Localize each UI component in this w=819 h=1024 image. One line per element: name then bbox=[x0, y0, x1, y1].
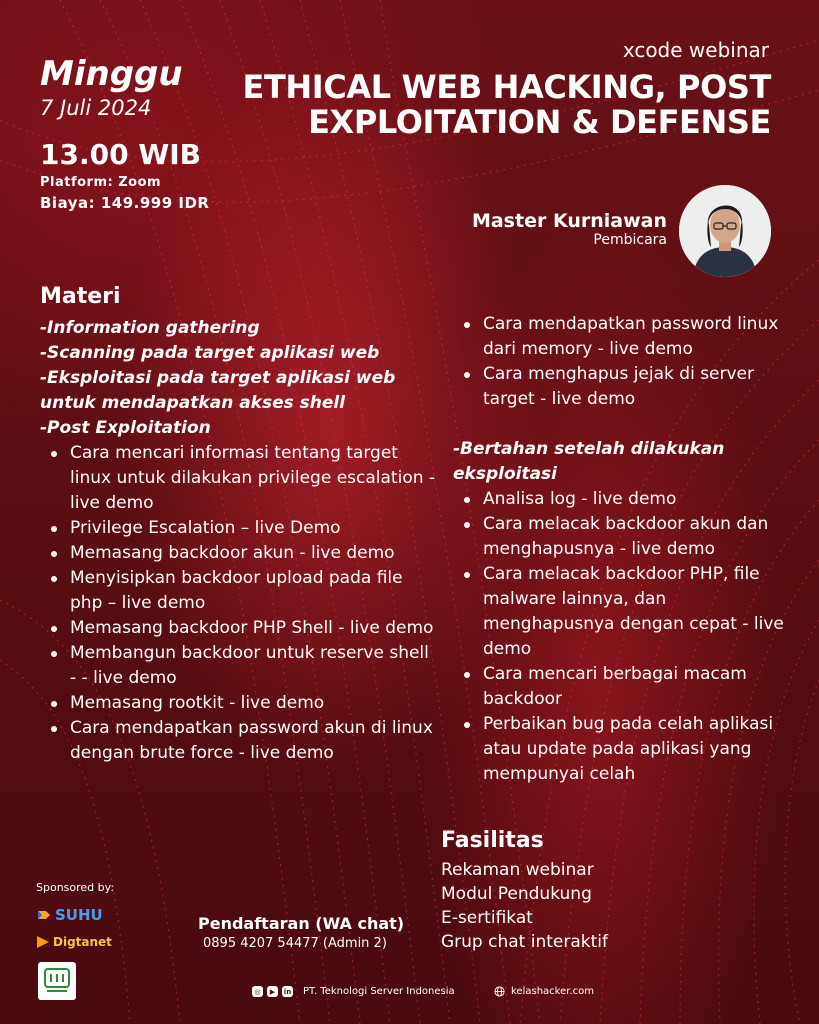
list-item: Memasang backdoor PHP Shell - live demo bbox=[70, 616, 440, 641]
fasilitas-list bbox=[441, 858, 608, 954]
jmlwrplst-logo-icon bbox=[42, 966, 72, 996]
list-item: Cara mencari informasi tentang target linux untuk dilakukan privilege escalation - live demo bbox=[70, 441, 440, 516]
registration-heading: Pendaftaran (WA chat) bbox=[198, 914, 405, 933]
post-exploitation-list bbox=[40, 441, 440, 766]
post-exploitation-list-cont bbox=[453, 312, 793, 412]
materi-topic: -Scanning pada target aplikasi web bbox=[40, 343, 380, 363]
sponsor-logo-digtanet bbox=[36, 935, 112, 949]
linkedin-icon[interactable]: in bbox=[283, 987, 292, 996]
jmlwrplst-logo bbox=[38, 962, 76, 1000]
webinar-title bbox=[231, 70, 771, 140]
title-line-2: EXPLOITATION & DEFENSE bbox=[308, 103, 771, 142]
list-item: Analisa log - live demo bbox=[483, 487, 793, 512]
speaker-portrait-icon bbox=[679, 185, 771, 277]
list-item: Perbaikan bug pada celah aplikasi atau update pada aplikasi yang mempunyai celah bbox=[483, 712, 793, 787]
globe-icon bbox=[494, 986, 505, 997]
registration-number[interactable]: 0895 4207 54477 (Admin 2) bbox=[203, 936, 387, 951]
list-item: Privilege Escalation – live Demo bbox=[70, 516, 440, 541]
list-item: Memasang backdoor akun - live demo bbox=[70, 541, 440, 566]
defense-heading: -Bertahan setelah dilakukan eksploitasi bbox=[453, 439, 725, 484]
materi-right-column bbox=[453, 312, 793, 787]
list-item: Cara melacak backdoor PHP, file malware lainnya, dan menghapusnya dengan cepat - live demo bbox=[483, 562, 793, 662]
title-line-1: ETHICAL WEB HACKING, POST bbox=[242, 68, 771, 106]
youtube-icon[interactable]: ▶ bbox=[267, 986, 278, 997]
speaker-name: Master Kurniawan bbox=[471, 210, 667, 232]
speaker-role: Pembicara bbox=[593, 232, 667, 248]
materi-topic: -Eksploitasi pada target aplikasi web untuk mendapatkan akses shell bbox=[40, 368, 396, 413]
instagram-icon[interactable]: ◎ bbox=[252, 986, 263, 997]
list-item: Cara mencari berbagai macam backdoor bbox=[483, 662, 793, 712]
sponsor-name: Digtanet bbox=[53, 935, 112, 949]
list-item: Memasang rootkit - live demo bbox=[70, 691, 440, 716]
list-item: Modul Pendukung bbox=[441, 884, 592, 904]
sponsor-label: Sponsored by: bbox=[36, 881, 115, 894]
list-item: Rekaman webinar bbox=[441, 860, 594, 880]
list-item: Grup chat interaktif bbox=[441, 932, 608, 952]
speaker-photo bbox=[679, 185, 771, 277]
digtanet-logo-icon bbox=[36, 935, 50, 949]
company-name: PT. Teknologi Server Indonesia bbox=[303, 986, 455, 997]
list-item: Cara mendapatkan password linux dari memory - live demo bbox=[483, 312, 793, 362]
list-item: Menyisipkan backdoor upload pada file php – live demo bbox=[70, 566, 440, 616]
sponsor-logo-suhu bbox=[36, 906, 103, 924]
list-item: Cara menghapus jejak di server target - live demo bbox=[483, 362, 793, 412]
event-time: 13.00 WIB bbox=[40, 138, 201, 171]
sponsor-name: SUHU bbox=[55, 906, 103, 924]
event-day: Minggu bbox=[40, 54, 183, 94]
list-item: E-sertifikat bbox=[441, 908, 533, 928]
footer-website bbox=[494, 986, 594, 997]
list-item: Cara melacak backdoor akun dan menghapusnya - live demo bbox=[483, 512, 793, 562]
materi-heading: Materi bbox=[40, 284, 121, 309]
webinar-series: xcode webinar bbox=[622, 38, 769, 62]
materi-left-column bbox=[40, 284, 440, 766]
defense-list bbox=[453, 487, 793, 787]
suhu-logo-icon bbox=[36, 907, 52, 923]
list-item: Membangun backdoor untuk reserve shell - - live demo bbox=[70, 641, 440, 691]
event-fee: Biaya: 149.999 IDR bbox=[40, 194, 210, 212]
materi-topic: -Post Exploitation bbox=[40, 418, 211, 438]
website-link[interactable]: kelashacker.com bbox=[511, 986, 594, 997]
footer-company bbox=[252, 986, 455, 997]
list-item: Cara mendapatkan password akun di linux dengan brute force - live demo bbox=[70, 716, 440, 766]
event-date: 7 Juli 2024 bbox=[40, 96, 152, 120]
materi-topic: -Information gathering bbox=[40, 318, 260, 338]
event-platform: Platform: Zoom bbox=[40, 175, 162, 190]
fasilitas-heading: Fasilitas bbox=[441, 828, 544, 853]
